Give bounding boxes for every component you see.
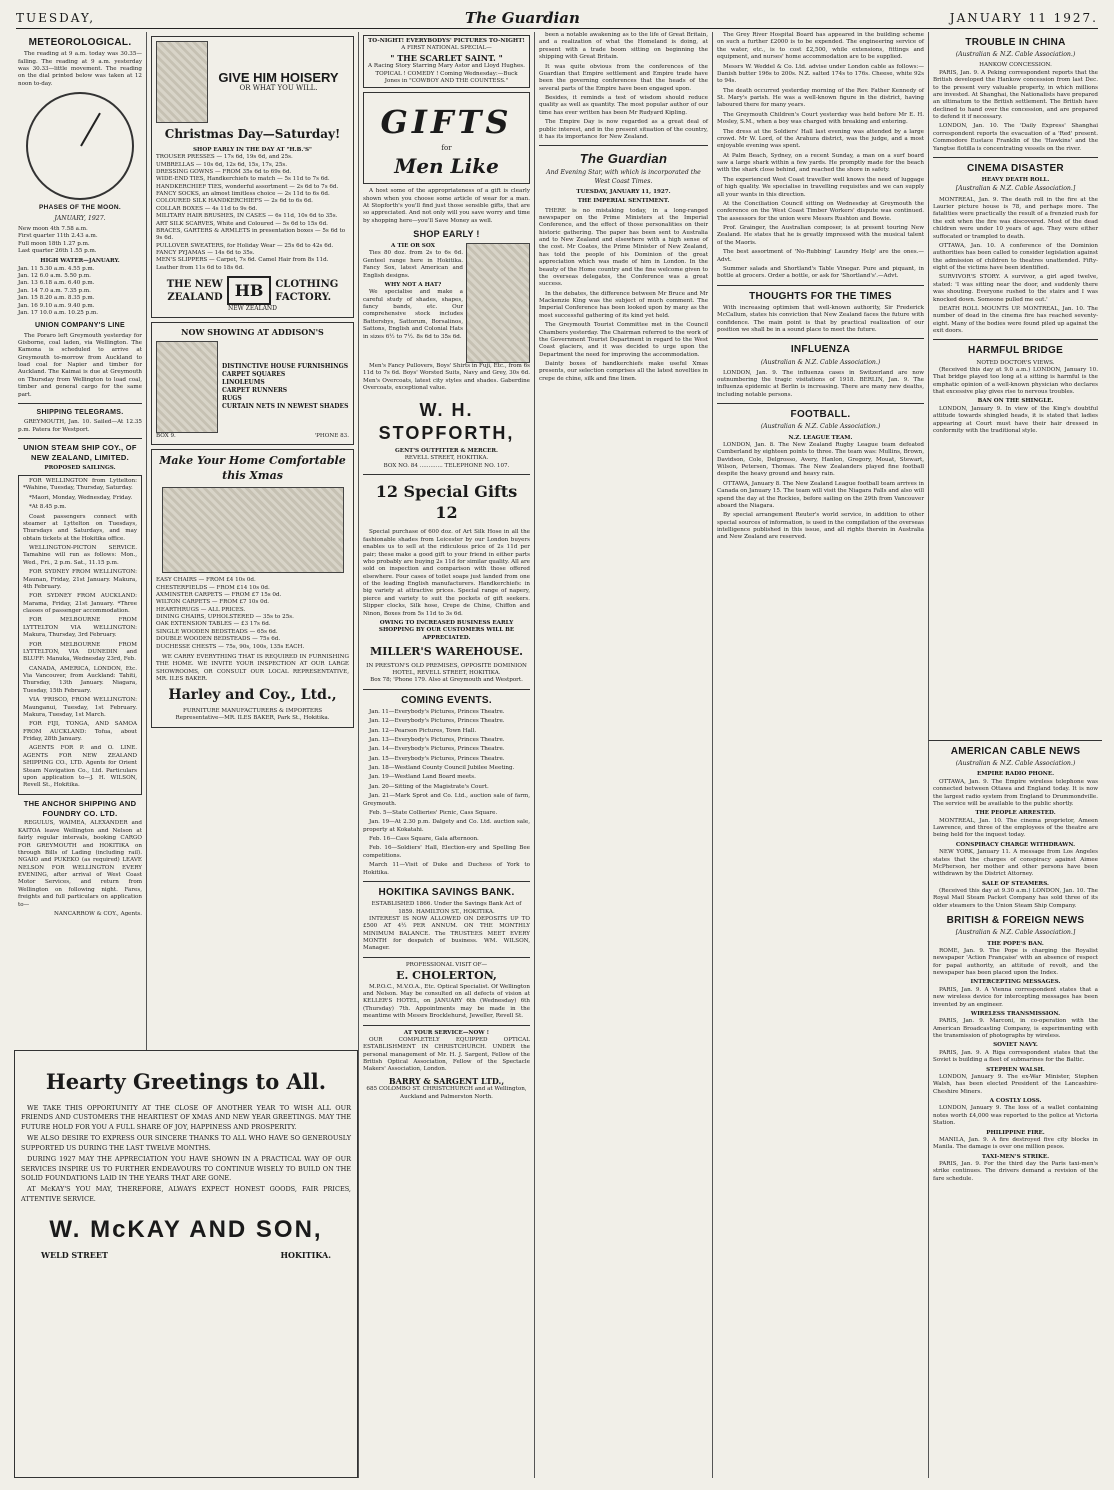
list-item: Jan. 15—Everybody's Pictures, Princes Theatre. bbox=[369, 755, 505, 762]
article-text: The Grey River Hospital Board has appeared in the building scheme on such a further £2000 is to be expended. The engineering service of the water, etc., is to cost £2,500, while extensions, fittings and equipment, and nurses' home accommodation are to be supplied. bbox=[717, 32, 924, 61]
divider bbox=[18, 438, 142, 439]
harley-subtitle: FURNITURE MANUFACTURERS & IMPORTERS bbox=[182, 707, 323, 714]
article-text: Besides, it reminds a test of wisdom should reduce quality as well as quantity. The most popular author of our time has ever written has been Mr Rudyard Kipling. bbox=[539, 95, 708, 116]
tide-heading: HIGH WATER—JANUARY. bbox=[40, 258, 120, 265]
fire-heading: PHILIPPINE FIRE. bbox=[986, 1129, 1045, 1136]
influenza-text: LONDON, Jan. 9. The influenza cases in Switzerland are now outnumbering the tragic visitations of 1918. BERLIN, Jan. 9. The influenza epidemic at Berlin is increasing. There are many new deaths, including notable persons. bbox=[717, 369, 924, 398]
meteorological-heading: METEOROLOGICAL. bbox=[28, 37, 132, 48]
list-item: FOR SYDNEY FROM AUCKLAND: Marama, Friday, 21st January. *Three classes of passenger accommodation. bbox=[23, 593, 137, 615]
pope-heading: THE POPE'S BAN. bbox=[987, 940, 1044, 947]
anchor-text: REGULUS, WAIMEA, ALEXANDER and KAITOA leave Wellington and Nelson at fairly regular intervals, booking CARGO FOR GREYMOUTH and HOKITIKA on through Bills of Lading (including rail). NGAIO and PUKEKO (as required) LEAVE NELSON FOR WELLINGTON EVERY EVENING, after arrival of West Coast Motor Services, and return from Wellington on following night. Fares, freights and full particulars on application to— bbox=[18, 820, 142, 908]
mckay-name: W. McKAY AND SON, bbox=[49, 1216, 323, 1244]
usc-sailings bbox=[18, 475, 142, 795]
article-text: The Greymouth Children's Court yesterday was held before Mr E. H. Mosley, S.M., when a boy was charged with breaking and entering. bbox=[717, 111, 924, 126]
list-item: RUGS bbox=[222, 394, 242, 402]
list-item: Jan. 15 8.20 a.m. 8.35 p.m. bbox=[18, 295, 95, 302]
coming-events-list bbox=[363, 709, 530, 877]
special-gifts-text: Special purchase of 600 doz. of Art Silk Hose in all the fashionable shades from Leicester by our London buyers enables us to sell at the ridiculous price of 2s 11d per pair; these make a good gift to your friend in either parts who probably are buying 2s 11d for similar quality. All are sold on inspection and comparison with those offered elsewhere. Four cases of toilet soaps just landed from one of the leading English manufacturers. Handkerchiefs: in big variety at attractive prices. Special range of napery, pierce and variety to suit the pockets of gift seekers. Slipper clocks, Silk hose, Crepe de Chine, Chiffon and Ninon, Boxes from 5s 11d to 3s 6d. bbox=[363, 529, 530, 617]
editorial-text: THERE is no mistaking today, in a long-ranged newspaper on the Prime Ministers at the Imperial Conference, and the effect of those personalities on their historic gathering. The paper has been sent to Australia and to New Zealand and elsewhere with a high sense of the cost. Mr Coates, the Prime Minister of New Zealand, has told the people of his Dominion of the great appreciation which was made of him in London. In the beauty of the Home country and the fine welcome given to the overseas delegates, the Conference was a great success. bbox=[539, 207, 708, 288]
anchor-agent: NANCARROW & COY., Agents. bbox=[53, 910, 142, 917]
list-item: FOR MELBOURNE FROM LYTTELTON VIA WELLINGTON: Makura, Thursday, 3rd February. bbox=[23, 617, 137, 639]
pullover-text: Men's Fancy Pullovers, Boys' Shirts in Fuji, Etc., from 6s 11d to 7s 6d. Boys' Worsted Suits, Navy and Grey, 30s 6d. Men's Overcoats, latest city styles and shades. Gaberdine Overcoats, exceptional value. bbox=[363, 363, 530, 392]
film-text: A Racing Story Starring Mary Astor and Lloyd Hughes. TOPICAL ! COMEDY ! Coming Wednesday:—Buck Jones in "COWBOY AND THE COUNTESS." bbox=[368, 63, 525, 85]
article-text: Dainty boxes of handkerchiefs make useful Xmas presents, our selection comprises all the latest novelties in crepe de chine, silk and fine linen. bbox=[539, 361, 708, 382]
column-3 bbox=[358, 32, 534, 1478]
wireless-text: PARIS, Jan. 9. Marconi, in co-operation with the American Broadcasting Company, is experimenting with the transmission of photographs by wireless. bbox=[933, 1018, 1098, 1039]
stopforth-address: REVELL STREET, HOKITIKA. bbox=[404, 455, 489, 462]
radio-text: OTTAWA, Jan. 9. The Empire wireless telephone was connected between Ottawa and England today. It is now the largest radio system from England to Drummondville. The service will be available to the public shortly. bbox=[933, 778, 1098, 807]
bridge-heading: HARMFUL BRIDGE bbox=[967, 345, 1064, 357]
article-text: The best assortment of 'No-Rubbing' Laundry Help' are the ones.—Advt. bbox=[717, 249, 924, 263]
union-text: The Poraro left Greymouth yesterday for Gisborne, coal laden, via Wellington. The Kamona is scheduled to arrive at Greymouth to-morrow from Auckland to load coal for Napier and timber for Auckland. The Kaimai is due at Greymouth on Thursday from Wellington to load coal, timber and general cargo for the same part. bbox=[18, 332, 142, 398]
article-text: The Empire Day is now regarded as a great deal of public interest, and in the present situation of the country, it has its importance for New Zealand. bbox=[539, 119, 708, 140]
savings-bank-text: INTEREST IS NOW ALLOWED ON DEPOSITS UP TO £500 AT 4½ PER ANNUM. ON THE MONTHLY MINIMUM BALANCE. The TRUSTEES MEET EVERY MONTH for despatch of business. WM. WILSON, Manager. bbox=[363, 915, 530, 952]
ban-text: LONDON, January 9. In view of the King's doubtful attitude towards shingled heads, it is stated that ladies appearing at Court must have their hair dressed in conformity with the traditional style. bbox=[933, 405, 1098, 434]
harley-items bbox=[156, 577, 349, 651]
furniture-illustration-icon bbox=[162, 487, 344, 573]
list-item: Jan. 20—Sitting of the Magistrate's Court. bbox=[369, 783, 489, 790]
divider bbox=[539, 145, 708, 146]
usc-subheading: PROPOSED SAILINGS. bbox=[44, 464, 116, 471]
greetings-text: WE TAKE THIS OPPORTUNITY AT THE CLOSE OF ANOTHER YEAR TO WISH ALL OUR FRIENDS AND CUSTOMERS THE HEARTIEST OF XMAS AND NEW YEAR GREETINGS. MAY THE FUTURE HOLD FOR YOU A FULL SHARE OF JOY, HAPPINESS AND PROSPERITY. bbox=[21, 1104, 351, 1131]
list-item: OAK EXTENSION TABLES — £3 17s 6d. bbox=[156, 621, 271, 628]
china-heading: TROUBLE IN CHINA bbox=[965, 37, 1066, 48]
list-item: FOR WELLINGTON from Lyttelton: *Wahine, Tuesday, Thursday, Saturday. bbox=[23, 478, 137, 492]
football-text: OTTAWA, January 8. The New Zealand League football team arrives in Canada on January 15. The team will visit the Niagara Falls and also will spend the day at the Rockies, before sailing on the 29th from Vancouver aboard the Niagara. bbox=[717, 480, 924, 509]
list-item: Jan. 11—Everybody's Pictures, Princes Theatre. bbox=[369, 708, 505, 715]
column-7 bbox=[928, 740, 1102, 1478]
savings-bank-established: ESTABLISHED 1866. Under the Savings Bank Act of 1859. HAMILTON ST., HOKITIKA. bbox=[371, 901, 522, 915]
tonight-special: A FIRST NATIONAL SPECIAL— bbox=[401, 45, 492, 52]
thoughts-text: With increasing optimism that well-known authority, Sir Frederick McCallum, states his conviction that New Zealand faces the future with confidence. The main point is that by practical realization of our position we shall be in a sound place to meet the future. bbox=[717, 304, 924, 333]
savings-bank-heading: HOKITIKA SAVINGS BANK. bbox=[378, 886, 515, 898]
list-item: SINGLE WOODEN BEDSTEADS — 65s 6d. bbox=[156, 628, 278, 635]
list-item: Jan. 17 10.0 a.m. 10.25 p.m. bbox=[18, 309, 99, 316]
divider bbox=[933, 157, 1098, 158]
sale-heading: SALE OF STEAMERS. bbox=[981, 880, 1049, 887]
stopforth-box: BOX NO. 84 ............. TELEPHONE NO. 107. bbox=[383, 462, 510, 469]
hat-text: We specialise and make a careful study of shades, shapes, fancy bands, etc. Our comprehensive stock includes Battersbys, Sattorum, Borsalinos, Sattons, English and Colonial Hats in sizes 6½ to 7½. 8s 6d to 35s 6d. bbox=[363, 289, 463, 340]
walsh-heading: STEPHEN WALSH. bbox=[986, 1066, 1045, 1073]
hb-logo-icon: HB bbox=[227, 276, 272, 305]
tide-list bbox=[18, 266, 142, 318]
divider bbox=[18, 403, 142, 404]
cinema-text: OTTAWA, Jan. 10. A conference of the Dominion authorities has been called to consider legislation against the admission of children to theatres unattended. Fifty-eight of the victims have been identified. bbox=[933, 242, 1098, 271]
masthead-date: JANUARY 11 1927. bbox=[949, 11, 1098, 25]
list-item: Jan. 14 7.0 a.m. 7.35 p.m. bbox=[18, 287, 91, 294]
article-text: Messrs W. Weddel & Co. Ltd. advise under London cable as follows:—Danish butter 196s to 200s. N.Z. salted 174s to 176s. Cheese, white 92s to 94s. bbox=[717, 63, 924, 85]
list-item: AXMINSTER CARPETS — FROM £7 15s 0d. bbox=[156, 591, 282, 598]
list-item: MILITARY HAIR BRUSHES, IN CASES — 6s 11d, 10s 6d to 35s. bbox=[156, 213, 338, 220]
article-text: been a notable awakening as to the life of Great Britain, and a realization of what the Homeland is doing, at present with a trade boom sitting on beginning the shipping with Great Britain. bbox=[539, 32, 708, 61]
millers-box: Box 78; 'Phone 179. Also at Greymouth and Westport. bbox=[370, 677, 523, 684]
masthead-day: TUESDAY, bbox=[16, 11, 96, 25]
people-arrested-text: MONTREAL, Jan. 10. The cinema proprietor, Ameen Lawrence, and three of the employees of the theatre are being held for the inquest today. bbox=[933, 817, 1098, 839]
list-item: Jan. 21—Mark Sprot and Co. Ltd., auction sale of farm, Greymouth. bbox=[363, 793, 530, 807]
hosiery-subheading: OR WHAT YOU WILL. bbox=[239, 84, 318, 93]
people-arrested-heading: THE PEOPLE ARRESTED. bbox=[975, 810, 1056, 817]
divider bbox=[363, 1025, 530, 1026]
divider bbox=[717, 338, 924, 339]
taxi-text: PARIS, Jan. 9. For the third day the Paris taxi-men's strike continues. The drivers demand a revision of the fare schedule. bbox=[933, 1161, 1098, 1182]
list-item: Jan. 14—Everybody's Pictures, Princes Theatre. bbox=[369, 746, 505, 753]
list-item: VIA 'FRISCO, FROM WELLINGTON: Maunganui, Tuesday, 1st February. Makura, Tuesday, 1st March. bbox=[23, 697, 137, 718]
article-text: Prof. Grainger, the Australian composer, is at present touring New Zealand. He states that he is greatly impressed with the musical talent of the Maoris. bbox=[717, 225, 924, 246]
christmas-day-heading: Christmas Day—Saturday! bbox=[164, 127, 341, 141]
guardian-date: TUESDAY, JANUARY 11, 1927. bbox=[576, 188, 671, 195]
hat-heading: WHY NOT A HAT? bbox=[384, 281, 442, 288]
hb-intro: SHOP EARLY IN THE DAY AT "H.B.'S" bbox=[193, 146, 312, 153]
shop-early-heading: SHOP EARLY ! bbox=[413, 229, 480, 240]
divider bbox=[933, 339, 1098, 340]
list-item: HANDKERCHIEF TIES, wonderful assortment — 2s 6d to 7s 6d. bbox=[156, 183, 339, 190]
list-item: New moon 4th 7.58 a.m. bbox=[18, 225, 88, 232]
article-text: The dress at the Soldiers' Hall last evening was attended by a large crowd. Mr W. Lord, of the Arahura district, was the judge, and a most enjoyable evening was spent. bbox=[717, 128, 924, 150]
football-text: LONDON, Jan. 8. The New Zealand Rugby League team defeated Cumberland by eighteen points to three. The team was: Mullins, Brown, Davidson, Cole, Delgrosso, Avery, Hanlon, Gregory, Mouat, Stewart, Wilson, Petersen, Thomas. The New Zealanders played fine football despite the heavy ground and heavy rain. bbox=[717, 441, 924, 478]
hb-banner bbox=[156, 276, 349, 305]
coming-events-heading: COMING EVENTS. bbox=[401, 694, 492, 706]
football-text: By special arrangement Reuter's world service, in addition to other special sources of information, is used in the compilation of the overseas intelligence published in this issue, and all rights therein in Australia and New Zealand are reserved. bbox=[717, 512, 924, 541]
list-item: Jan. 19—Westland Land Board meets. bbox=[369, 774, 476, 781]
british-foreign-subheading: [Australian & N.Z. Cable Association.] bbox=[955, 929, 1076, 937]
harley-text: WE CARRY EVERYTHING THAT IS REQUIRED IN FURNISHING THE HOME. WE INVITE YOUR INSPECTION AT OUR LARGE SHOWROOMS, OR CONSULT OUR LOCAL REPRESENTATIVE, MR. ILES BAKER. bbox=[156, 653, 349, 683]
article-text: At Palm Beach, Sydney, on a recent Sunday, a man on a surf board saw a large shark within a few yards. He promptly made for the beach with the shark close behind, and reached the shore in safety. bbox=[717, 152, 924, 174]
pope-text: ROME, Jan. 9. The Pope is charging the Royalist newspaper 'Action Française' with an absence of respect for papal authority, an attitude of revolt, and the newspaper has been placed upon the Index. bbox=[933, 947, 1098, 976]
taxi-heading: TAXI-MEN'S STRIKE. bbox=[981, 1153, 1050, 1160]
intercepting-heading: INTERCEPTING MESSAGES. bbox=[970, 979, 1061, 986]
list-item: ART SILK SCARVES, White and Coloured — 5s 6d to 15s 6d. bbox=[156, 220, 328, 227]
influenza-subheading: (Australian & N.Z. Cable Association.) bbox=[760, 358, 881, 366]
list-item: DRESSING GOWNS — FROM 35s 6d to 69s 6d. bbox=[156, 168, 292, 175]
list-item: Jan. 16 9.10 a.m. 9.40 p.m. bbox=[18, 302, 95, 309]
moon-subheading: JANUARY, 1927. bbox=[54, 214, 106, 222]
pictures-ad bbox=[363, 35, 530, 88]
cinema-subheading: HEAVY DEATH ROLL. bbox=[981, 177, 1050, 184]
list-item: DUCHESSE CHESTS — 75s, 90s, 100s, 135s EACH. bbox=[156, 643, 305, 650]
article-text: The Greymouth Tourist Committee met in the Council Chambers yesterday. The Chairman referred to the work of the Government Tourist Department in regard to the West Coast glaciers, and it was decided to urge upon the Department the need for improving the accommodation. bbox=[539, 322, 708, 358]
masthead-title: The Guardian bbox=[464, 9, 580, 27]
bridge-text: (Received this day at 9.0 a.m.) LONDON, January 10. That bridge played too long at a sitting is harmful is the emphatic opinion of a well-known physician who declares that excessive play gives rise to nervous troubles. bbox=[933, 366, 1098, 396]
list-item: Jan. 13—Everybody's Pictures, Princes Theatre. bbox=[369, 736, 505, 743]
hb-banner-bottom-left: ZEALAND bbox=[167, 291, 223, 303]
list-item: Feb. 5—State Collieries' Picnic, Cass Square. bbox=[369, 809, 498, 816]
professional-heading: PROFESSIONAL VISIT OF— bbox=[405, 961, 488, 968]
list-item: Jan. 12 6.0 a.m. 5.50 p.m. bbox=[18, 273, 91, 280]
list-item: Jan. 12—Pearson Pictures, Town Hall. bbox=[369, 727, 477, 734]
addison-phone: 'PHONE 83. bbox=[314, 432, 349, 439]
divider bbox=[363, 881, 530, 882]
millers-name: MILLER'S WAREHOUSE. bbox=[370, 645, 523, 658]
man-illustration-icon bbox=[156, 41, 208, 123]
service-heading: AT YOUR SERVICE—NOW ! bbox=[403, 1029, 490, 1036]
british-foreign-heading: BRITISH & FOREIGN NEWS bbox=[946, 915, 1085, 927]
loss-text: LONDON, January 9. The loss of a wallet containing notes worth £4,000 was reported to the police at Victoria Station. bbox=[933, 1105, 1098, 1127]
editorial-text: In the debates, the difference between Mr Bruce and Mr Mackenzie King was the subject of much comment. The Imperial Conference has been looked upon by many as the most successful gathering of its kind yet held. bbox=[539, 290, 708, 319]
list-item: FOR MELBOURNE FROM LYTTELTON, VIA DUNEDIN and BLUFF: Manuka, Wednesday 23rd, Feb. bbox=[23, 641, 137, 663]
article-text: It was quite obvious from the conferences of the Guardian that Empire settlement and Empire trade have been the governing conferences that the heads of the several parts of the Empire have been engaged upon. bbox=[539, 63, 708, 92]
list-item: WIDE-END TIES, Handkerchiefs to match — 5s 11d to 7s 6d. bbox=[156, 176, 330, 183]
american-cable-heading: AMERICAN CABLE NEWS bbox=[950, 746, 1081, 757]
tonight-heading: TO-NIGHT! EVERYBODYS' PICTURES TO-NIGHT! bbox=[368, 38, 525, 44]
stopforth-subtitle: GENT'S OUTFITTER & MERCER. bbox=[395, 448, 498, 455]
mckay-town: HOKITIKA. bbox=[280, 1250, 331, 1261]
cinema-text: SURVIVOR'S STORY. A survivor, a girl aged twelve, stated: 'I was sitting near the door, and suddenly there was shouting. Everyone rushed to the stairs and I was knocked down. Someone pulled me out.' bbox=[933, 274, 1098, 303]
harley-name: Harley and Coy., Ltd., bbox=[168, 687, 337, 704]
service-name: BARRY & SARGENT LTD., bbox=[388, 1075, 505, 1086]
list-item: Jan. 12—Everybody's Pictures, Princes Theatre. bbox=[369, 718, 505, 725]
article-text: The death occurred yesterday morning of the Rev. Father Kennedy of St. Mary's parish. He was a well-known figure in the district, having laboured there for many years. bbox=[717, 87, 924, 109]
service-text: OUR COMPLETELY EQUIPPED OPTICAL ESTABLISHMENT IN CHRISTCHURCH. UNDER the personal management of Mr. H. J. Sargent, Fellow of the British Optical Association, Fellow of the Spectacle Makers' Association, London. bbox=[363, 1036, 530, 1073]
ban-heading: BAN ON THE SHINGLE. bbox=[977, 398, 1054, 405]
china-hankow: HANKOW CONCESSION. bbox=[979, 62, 1052, 69]
harley-ad bbox=[151, 449, 354, 728]
addison-heading: NOW SHOWING AT ADDISON'S bbox=[181, 327, 324, 338]
greetings-text: WE ALSO DESIRE TO EXPRESS OUR SINCERE THANKS TO ALL WHO HAVE SO GENEROUSLY SUPPORTED US DURING THE LAST TWELVE MONTHS. bbox=[21, 1134, 351, 1152]
usc-heading: UNION STEAM SHIP COY., OF NEW ZEALAND, LIMITED. bbox=[23, 442, 137, 462]
hb-banner-nz: NEW ZEALAND bbox=[228, 305, 277, 313]
sale-text: (Received this day at 9.30 a.m.) LONDON, Jan. 10. The Royal Mail Steam Packet Company has sold three of its older steamers to the Union Steam Ship Company. bbox=[933, 888, 1098, 909]
article-text: The experienced West Coast traveller well knows the need of luggage of high quality. We specialise in travelling requisites and we can supply all your wants in this direction. bbox=[717, 176, 924, 198]
hat-illustration-icon bbox=[466, 243, 530, 363]
harley-rep: Representative—MR. ILES BAKER, Park St., Hokitika. bbox=[175, 715, 330, 722]
list-item: UMBRELLAS — 10s 6d, 12s 6d, 15s, 17s, 25s. bbox=[156, 161, 288, 168]
list-item: MEN'S SLIPPERS — Carpet, 7s 6d. Camel Hair from 8s 11d. Leather from 11s 6d to 18s 6d. bbox=[156, 257, 329, 271]
china-text: PARIS, Jan. 9. A Peking correspondent reports that the British developed the Hankow concession from last Dec. to the present very valuable property, in which millions are invested. At Shanghai, the Nationalists have prepared an ultimatum to the British settlement. The British have declined to hand over the concession, and are prepared to defend it if necessary. bbox=[933, 69, 1098, 120]
list-item: Jan. 18—Westland County Council Jubilee Meeting. bbox=[369, 765, 515, 772]
article-text: Summer salads and Shortland's Table Vinegar. Pure and piquant, in bottle at grocers. Order a bottle, or ask for 'Shortland's'.—Advt. bbox=[717, 265, 924, 280]
usc-agents: AGENTS FOR P. and O. LINE. AGENTS FOR NEW ZEALAND SHIPPING CO., LTD. Agents for Orient Steam Navigation Co., Ltd. Particulars upon application to—J. H. WILSON, Revell St., Hokitika. bbox=[23, 745, 137, 789]
curtain-illustration-icon bbox=[156, 341, 218, 433]
bridge-subheading: NOTED DOCTOR'S VIEWS. bbox=[976, 359, 1055, 366]
american-cable-subheading: (Australian & N.Z. Cable Association.) bbox=[955, 760, 1076, 768]
football-heading: FOOTBALL. bbox=[790, 409, 851, 421]
list-item: BRACES, GARTERS & ARMLETS in presentation boxes — 5s 6d to 9s 6d. bbox=[156, 227, 346, 242]
influenza-heading: INFLUENZA bbox=[790, 344, 851, 356]
column-4 bbox=[534, 32, 712, 1478]
addison-ad bbox=[151, 322, 354, 445]
tie-text: Ties 80 doz. from 2s to 6s 6d. Genteel range here in Hokitika. Fancy Sox, latest American and English designs. bbox=[363, 250, 463, 279]
list-item: CARPET SQUARES bbox=[222, 370, 286, 378]
conspiracy-text: NEW YORK, January 11. A message from Los Angeles states that the charges of conspiracy against Aimee McPherson, her mother and other persons have been withdrawn by the District Attorney. bbox=[933, 849, 1098, 878]
list-item: COLLAR BOXES — 4s 11d to 9s 6d. bbox=[156, 205, 258, 212]
divider bbox=[363, 957, 530, 958]
shipping-heading: SHIPPING TELEGRAMS. bbox=[36, 408, 124, 416]
stopforth-name: W. H. STOPFORTH, bbox=[378, 399, 515, 444]
gifts-men: Men Like bbox=[394, 153, 499, 178]
soviet-text: PARIS, Jan. 9. A Riga correspondent states that the Soviet is building a fleet of submarines for the Baltic. bbox=[933, 1049, 1098, 1064]
list-item: *At 8.45 p.m. bbox=[29, 504, 67, 511]
meteorological-text: The reading at 9 a.m. today was 30.35—falling. The reading at 9 a.m. yesterday was 30.33—little movement. The reading on the dial printed below was taken at 12 noon to-day. bbox=[18, 51, 142, 87]
hb-banner-left: THE NEW bbox=[166, 278, 223, 290]
list-item: Coast passengers connect with steamer at Lyttelton on Tuesdays, Thursdays and Saturdays, and may obtain tickets at the Hokitika office. bbox=[23, 513, 137, 542]
list-item: CHESTERFIELDS — FROM £14 10s 0d. bbox=[156, 584, 270, 591]
service-address: 685 COLOMBO ST. CHRISTCHURCH and at Wellington, Auckland and Palmerston North. bbox=[366, 1086, 527, 1100]
list-item: TROUSER PRESSES — 17s 6d, 19s 6d, and 25s. bbox=[156, 154, 293, 161]
cinema-cable: [Australian & N.Z. Cable Association.] bbox=[955, 185, 1076, 193]
list-item: DOUBLE WOODEN BEDSTEADS — 75s 6d. bbox=[156, 636, 281, 643]
loss-heading: A COSTLY LOSS. bbox=[989, 1098, 1042, 1104]
moon-heading: PHASES OF THE MOON. bbox=[39, 204, 121, 212]
harley-heading: Make Your Home Comfortable this Xmas bbox=[159, 454, 346, 482]
cinema-text: DEATH ROLL MOUNTS UP. MONTREAL, Jan. 10. The number of dead in the cinema fire has reached seventy-eight. Many of the bodies were found piled up against the exit doors. bbox=[933, 305, 1098, 334]
fire-text: MANILA, Jan. 9. A fire destroyed five city blocks in Manila. The damage is over one million pesos. bbox=[933, 1136, 1098, 1151]
list-item: FOR SYDNEY FROM WELLINGTON: Maunan, Friday, 21st January. Makura, 4th February. bbox=[23, 569, 137, 590]
thoughts-heading: THOUGHTS FOR THE TIMES bbox=[749, 290, 892, 302]
special-gifts-heading: 12 Special Gifts 12 bbox=[375, 482, 518, 523]
conspiracy-heading: CONSPIRACY CHARGE WITHDRAWN. bbox=[955, 841, 1076, 848]
hb-items bbox=[156, 154, 349, 272]
divider bbox=[717, 285, 924, 286]
moon-list bbox=[18, 226, 142, 256]
hb-banner-bottom-right: FACTORY. bbox=[275, 291, 332, 303]
list-item: Feb. 16—Cass Square, Gala afternoon. bbox=[369, 836, 479, 843]
list-item: Jan. 13 6.18 a.m. 6.40 p.m. bbox=[18, 280, 95, 287]
greetings-text: DURING 1927 MAY THE APPRECIATION YOU HAVE SHOWN IN A PRACTICAL WAY OF OUR SERVICES INSPIRE US TO FURTHER ENDEAVOURS TO CONTINUE WISELY TO BUILD ON THE SOLID FOUNDATIONS LAID IN THE YEARS THAT ARE GONE. bbox=[21, 1155, 351, 1182]
list-item: Last quarter 26th 1.55 p.m. bbox=[18, 247, 97, 254]
list-item: FOR FIJI, TONGA, AND SAMOA FROM AUCKLAND: Tofua, about Friday, 28th January. bbox=[23, 721, 137, 743]
guardian-heading: The Guardian bbox=[579, 151, 668, 167]
article-text: At the Conciliation Council sitting on Wednesday at Greymouth the conference on the West Coast Timber Workers' dispute was continued. The assessors for the union were Messrs Rushton and Bowie. bbox=[717, 200, 924, 222]
masthead bbox=[16, 8, 1098, 29]
list-item: Feb. 16—Soldiers' Hall, Election-ery and Spelling Bee competitions. bbox=[363, 845, 530, 859]
guardian-subheading: And Evening Star, with which is incorporated the West Coast Times. bbox=[546, 169, 701, 185]
hb-banner-right: CLOTHING bbox=[275, 278, 339, 290]
list-item: CURTAIN NETS IN NEWEST SHADES bbox=[222, 402, 349, 410]
radio-heading: EMPIRE RADIO PHONE. bbox=[976, 771, 1055, 778]
professional-name: E. CHOLERTON, bbox=[396, 969, 497, 983]
hosiery-heading: GIVE HIM HOISERY bbox=[218, 69, 339, 85]
list-item: CANADA, AMERICA, LONDON, Etc. Via Vancouver, from Auckland: Tahiti, Thursday, 13th January. Niagara, Tuesday, 15th February. bbox=[23, 665, 137, 694]
gifts-word: GIFTS bbox=[380, 103, 513, 142]
list-item: *Maori, Monday, Wednesday, Friday. bbox=[29, 494, 133, 501]
cinema-heading: CINEMA DISASTER bbox=[967, 162, 1064, 174]
list-item: Jan. 11 5.30 a.m. 4.55 p.m. bbox=[18, 265, 95, 272]
divider bbox=[717, 403, 924, 404]
barometer-dial-icon bbox=[26, 92, 134, 200]
shipping-text: GREYMOUTH, Jan. 10. Sailed—At 12.35 p.m. Patera for Westport. bbox=[18, 419, 142, 433]
professional-text: M.P.O.C., M.V.O.A., Etc. Optical Specialist. Of Wellington and Nelson. May be consulted on all defects of vision at KELLER'S HOTEL, on JANUARY 6th (Wednesday) 6th (Thursday) 7th. Appointments may be made in the meantime with Messrs Brocklehurst, Jeweller, Revell St. bbox=[363, 983, 530, 1020]
list-item: LINOLEUMS bbox=[222, 378, 265, 386]
millers-subtitle: IN PRESTON'S OLD PREMISES, OPPOSITE DOMINION HOTEL, REVELL STREET, HOKITIKA. bbox=[366, 662, 527, 676]
list-item: CARPET RUNNERS bbox=[222, 386, 288, 394]
anchor-heading: THE ANCHOR SHIPPING AND FOUNDRY CO. LTD. bbox=[23, 798, 137, 818]
column-5 bbox=[712, 32, 928, 1478]
list-item: PULLOVER SWEATERS, for Holiday Wear — 25s 6d to 42s 6d. bbox=[156, 242, 334, 249]
china-subheading: (Australian & N.Z. Cable Association.) bbox=[955, 51, 1076, 59]
greetings-text: AT McKAY'S YOU MAY, THEREFORE, ALWAYS EXPECT HONEST GOODS, FAIR PRICES, ATTENTIVE SERVICE. bbox=[21, 1185, 351, 1203]
mckay-greetings-ad bbox=[14, 1050, 358, 1478]
list-item: WILTON CARPETS — FROM £7 10s 0d. bbox=[156, 599, 270, 606]
greetings-heading: Hearty Greetings to All. bbox=[45, 1069, 327, 1094]
wireless-heading: WIRELESS TRANSMISSION. bbox=[970, 1010, 1061, 1017]
walsh-text: LONDON, January 9. The ex-War Minister, Stephen Walsh, has been elected President of the Lancashire-Cheshire Miners. bbox=[933, 1073, 1098, 1095]
union-heading: UNION COMPANY'S LINE bbox=[35, 322, 125, 330]
list-item: March 11—Visit of Duke and Duchess of York to Hokitika. bbox=[363, 862, 530, 876]
cinema-text: MONTREAL, Jan. 9. The death roll in the fire at the Laurier picture house is 78, and perhaps more. The fatalities were practically the result of a frenzied rush for the exit when the fire was discovered. Most of the dead children were under 10 years of age. They were either suffocated or trampled to death. bbox=[933, 196, 1098, 240]
list-item: DINING CHAIRS, UPHOLSTERED — 35s to 25s. bbox=[156, 614, 294, 621]
film-title: " THE SCARLET SAINT. " bbox=[390, 52, 503, 63]
gifts-text: A host some of the appropriateness of a gift is clearly shown when you choose some article of wear for a man. At Stopforth's you'll find just those sensible gifts, that are so appreciated. And not only will you save worry and time by shopping here—you'll Save Money as well. bbox=[363, 188, 530, 224]
gifts-ad bbox=[363, 92, 530, 184]
list-item: HEARTHRUGS — ALL PRICES. bbox=[156, 606, 246, 613]
gifts-for: for bbox=[441, 143, 452, 152]
list-item: COLOURED SILK HANDKERCHIEFS — 2s 6d to 6s 6d. bbox=[156, 198, 313, 205]
owing-text: OWING TO INCREASED BUSINESS EARLY SHOPPING BY OUR CUSTOMERS WILL BE APPRECIATED. bbox=[378, 619, 515, 641]
mckay-street: WELD STREET bbox=[41, 1250, 108, 1261]
intercepting-text: PARIS, Jan. 9. A Vienna correspondent states that a new wireless device for intercepting messages has been invented by an engineer. bbox=[933, 986, 1098, 1008]
tie-heading: A TIE OR SOX bbox=[391, 243, 435, 250]
football-team: N.Z. LEAGUE TEAM. bbox=[788, 434, 853, 441]
divider bbox=[363, 689, 530, 690]
list-item: FANCY PYJAMAS — 14s 6d to 35s. bbox=[156, 250, 255, 257]
editorial-heading: THE IMPERIAL SENTIMENT. bbox=[577, 198, 670, 205]
list-item: Jan. 19—At 2.30 p.m. Dalgety and Co. Ltd. auction sale, property at Kokatahi. bbox=[363, 819, 530, 833]
china-text: LONDON, Jan. 10. The 'Daily Express' Shanghai correspondent reports the evacuation of a 'Red' present. Commodore Eustace Franklin of the 'Hawkins' and the Yangtse flotilla is concentrating vessels on the river. bbox=[933, 123, 1098, 152]
list-item: DISTINCTIVE HOUSE FURNISHINGS bbox=[222, 363, 349, 371]
list-item: Full moon 18th 1.27 p.m. bbox=[18, 240, 90, 247]
hosiery-ad bbox=[151, 36, 354, 318]
divider bbox=[363, 474, 530, 475]
list-item: WELLINGTON-PICTON SERVICE. Tamahine will run as follows: Mon., Wed., Fri., 2 p.m. Sat., 11.15 p.m. bbox=[23, 545, 137, 566]
list-item: First quarter 11th 2.43 a.m. bbox=[18, 233, 98, 240]
addison-box: BOX 9. bbox=[156, 432, 176, 439]
football-subheading: (Australian & N.Z. Cable Association.) bbox=[760, 423, 881, 431]
list-item: FANCY SOCKS, an almost limitless choice — 2s 11d to 6s 6d. bbox=[156, 191, 330, 198]
soviet-heading: SOVIET NAVY. bbox=[993, 1042, 1038, 1049]
list-item: EASY CHAIRS — FROM £4 10s 0d. bbox=[156, 577, 256, 584]
